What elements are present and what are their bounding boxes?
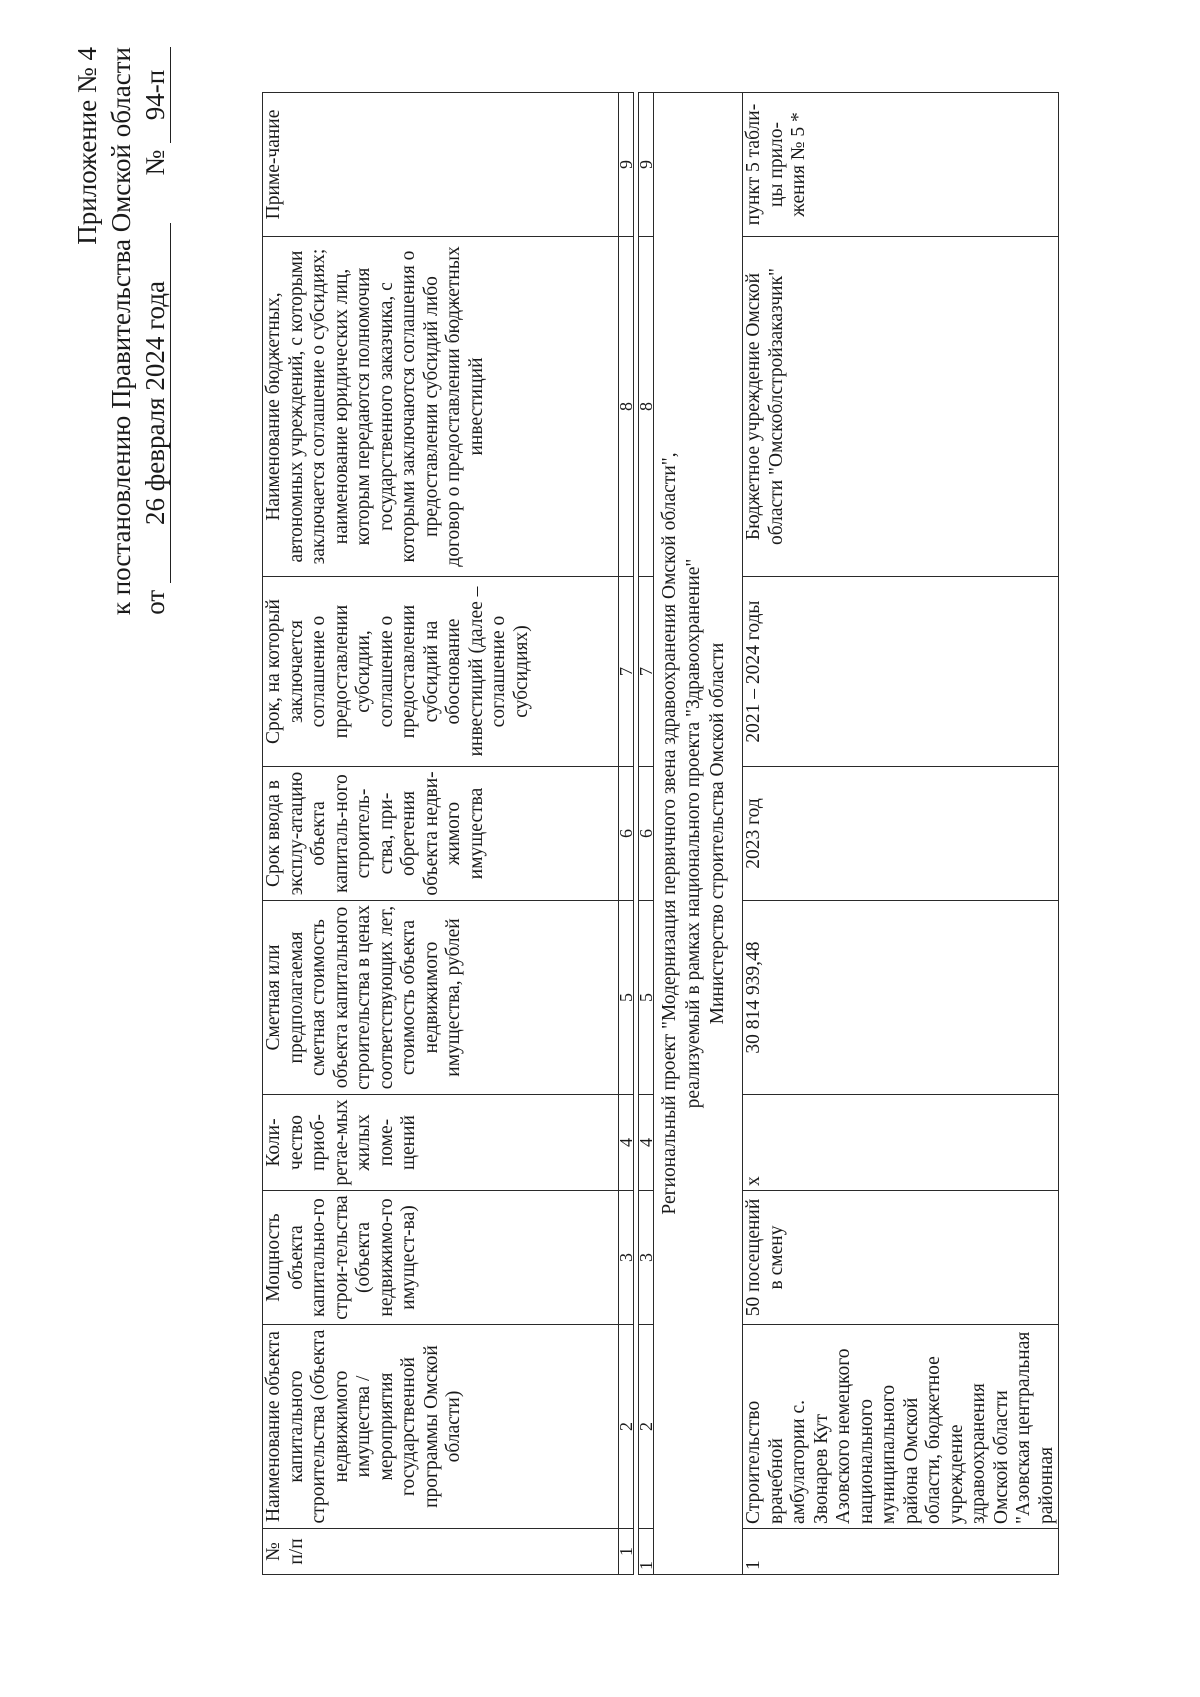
column-header: Наименование бюджетных, автономных учреждений, с которыми заключается соглашение о субсидиях; наименование юридических лиц, которым передаются полномочия государственного заказчика, с которыми заключаются соглашения о предоставлении субсидий либо договор о предоставлении бюджетных инвестиций (263, 237, 619, 577)
institution-name: Бюджетное учреждение Омской области "Омскоблстройзаказчик" (743, 237, 1059, 577)
column-header: № п/п (263, 1529, 619, 1575)
column-number: 8 (619, 237, 634, 577)
number-prefix: № (140, 149, 170, 176)
object-name: Строительство врачебной амбулатории с. Звонарев Кут Азовского немецкого национального муниципального района Омской области, бюджетное учреждение здравоохранения Омской области "Азовская центральная районная (743, 1325, 1059, 1529)
column-number: 3 (619, 1191, 634, 1325)
column-number: 7 (639, 577, 654, 767)
column-number: 9 (619, 93, 634, 237)
column-number: 5 (619, 901, 634, 1095)
column-number: 6 (619, 767, 634, 901)
date-number-line (138, 47, 172, 707)
section-title-line: Региональный проект "Модернизация первичного звена здравоохранения Омской области", (659, 452, 680, 1215)
section-title-line: реализуемый в рамках национального проекта "Здравоохранение" (683, 558, 704, 1109)
dwellings-count: х (743, 1095, 1059, 1191)
row-note: пункт 5 табли-цы прило-жения № 5 * (743, 93, 1059, 237)
column-header: Срок ввода в эксплу-атацию объекта капиталь-ного строитель-ства, при-обретения объекта недви-жимого имущества (263, 767, 619, 901)
column-number: 9 (639, 93, 654, 237)
column-header: Приме-чание (263, 93, 619, 237)
row-number: 1 (743, 1529, 1059, 1575)
column-number: 2 (619, 1325, 634, 1529)
ministry-name: Министерство строительства Омской области (707, 642, 728, 1025)
column-header: Мощность объекта капитально-го строи-тельства (объекта недвижимо-го имущест-ва) (263, 1191, 619, 1325)
column-number: 5 (639, 901, 654, 1095)
column-header: Сметная или предполагаемая сметная стоимость объекта капитального строительства в ценах соответствующих лет, стоимость объекта недвижимого имущества, рублей (263, 901, 619, 1095)
column-number: 4 (619, 1095, 634, 1191)
date-prefix: от (140, 589, 170, 615)
resolution-line: к постановлению Правительства Омской области (106, 47, 136, 616)
appendix-title: Приложение № 4 (72, 47, 102, 245)
column-number: 7 (619, 577, 634, 767)
table-row (743, 93, 1059, 1575)
column-number: 3 (639, 1191, 654, 1325)
first-row-number: 1 (639, 1529, 654, 1575)
resolution-date: 26 февраля 2024 года (140, 223, 171, 583)
column-number: 1 (619, 1529, 634, 1575)
column-header: Коли-чество приоб-ретае-мых жилых поме-щений (263, 1095, 619, 1191)
object-capacity: 50 посещений в смену (743, 1191, 1059, 1325)
section-title (654, 93, 743, 1575)
column-header: Срок, на который заключается соглашение о предоставлении субсидии, соглашение о предоставлении субсидий на обоснование инвестиций (далее – соглашение о субсидиях) (263, 577, 619, 767)
approval-block (70, 47, 172, 707)
table-header-row (263, 93, 619, 1575)
commissioning-term: 2023 год (743, 767, 1059, 901)
column-number: 2 (639, 1325, 654, 1529)
estimated-cost: 30 814 939,48 (743, 901, 1059, 1095)
column-number: 6 (639, 767, 654, 901)
column-number-row (619, 93, 634, 1575)
column-header: Наименование объекта капитального строительства (объекта недвижимого имущества / мероприятия государственной программы Омской области) (263, 1325, 619, 1529)
objects-table (262, 92, 1059, 1575)
section-row (654, 93, 743, 1575)
resolution-number: 94-п (140, 47, 171, 143)
agreement-term: 2021 – 2024 годы (743, 577, 1059, 767)
column-number: 8 (639, 237, 654, 577)
column-number: 4 (639, 1095, 654, 1191)
repeated-number-row (639, 93, 654, 1575)
